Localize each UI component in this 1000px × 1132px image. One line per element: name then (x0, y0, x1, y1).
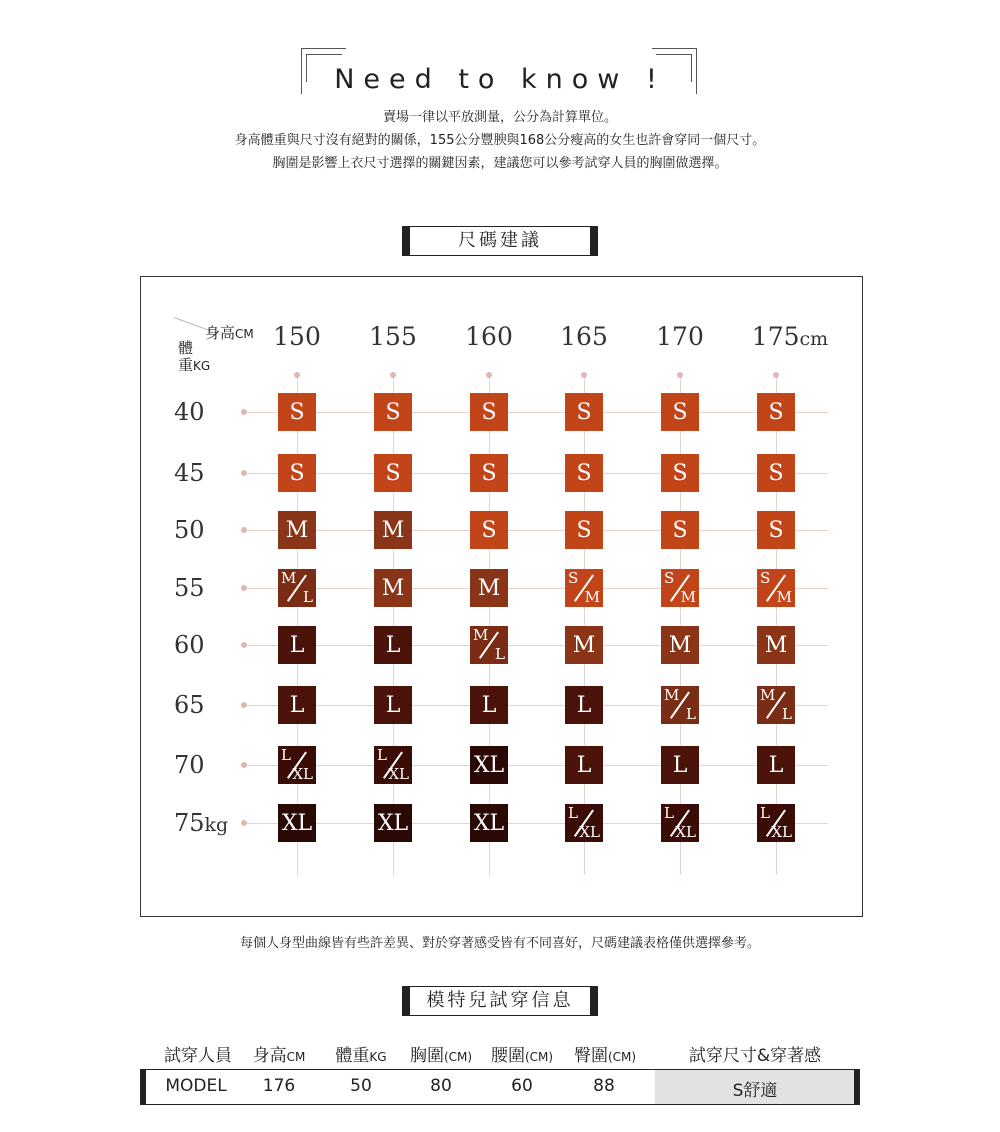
size-cell: L (661, 746, 699, 784)
model-header-cell: 胸圍(CM) (409, 1046, 473, 1066)
size-part-a: L (568, 804, 578, 822)
size-cell: M (470, 569, 508, 607)
weight-tick-label: 60 (174, 631, 205, 659)
weight-tick-label: 65 (174, 691, 205, 719)
size-cell: M (278, 511, 316, 549)
size-cell: XL (374, 804, 412, 842)
size-cell (278, 746, 316, 784)
note-line-1: 賣場一律以平放測量，公分為計算單位。 (382, 110, 617, 125)
height-label: 身高 (205, 324, 236, 342)
grid-dot (486, 372, 492, 378)
height-tick-label: 170 (656, 322, 704, 351)
size-part-a: M (281, 569, 297, 587)
model-value-cell: S舒適 (732, 1081, 778, 1101)
size-cell: S (374, 454, 412, 492)
size-cell: S (565, 454, 603, 492)
size-part-b: L (686, 705, 696, 723)
weight-tick-label: 55 (174, 574, 205, 602)
grid-hline (244, 823, 828, 824)
size-cell: L (565, 746, 603, 784)
size-cell: S (470, 511, 508, 549)
model-header-cell: 腰圍(CM) (490, 1046, 554, 1066)
size-cell: S (374, 393, 412, 431)
size-cell: S (470, 393, 508, 431)
model-value-cell: 176 (262, 1076, 296, 1096)
size-cell (374, 746, 412, 784)
height-tick-label: 155 (369, 322, 417, 351)
model-header-cell: 體重KG (335, 1046, 387, 1066)
size-cell: S (661, 393, 699, 431)
grid-vline (489, 375, 490, 875)
size-cell: S (757, 511, 795, 549)
weight-unit: KG (193, 359, 211, 373)
grid-dot (241, 470, 247, 476)
grid-dot (241, 642, 247, 648)
model-header-cell: 臀圍(CM) (573, 1046, 637, 1066)
grid-dot (581, 372, 587, 378)
size-cell: L (278, 686, 316, 724)
size-cell (470, 626, 508, 664)
grid-hline (244, 530, 828, 531)
grid-vline (297, 375, 298, 875)
size-part-b: XL (579, 823, 600, 841)
size-part-a: L (760, 804, 770, 822)
size-part-b: L (782, 705, 792, 723)
grid-hline (244, 705, 828, 706)
size-cell (757, 569, 795, 607)
size-part-b: M (680, 588, 696, 606)
size-part-b: L (495, 645, 505, 663)
size-part-b: XL (675, 823, 696, 841)
weight-tick-label: 40 (174, 398, 205, 426)
weight-axis-label (178, 340, 238, 375)
size-part-a: M (664, 686, 680, 704)
model-value-cell: 80 (430, 1076, 452, 1096)
size-part-a: S (760, 569, 771, 587)
grid-dot (241, 409, 247, 415)
grid-dot (241, 702, 247, 708)
size-cell (278, 569, 316, 607)
size-cell (661, 686, 699, 724)
grid-dot (677, 372, 683, 378)
height-tick-label: 165 (560, 322, 608, 351)
weight-tick-label: 70 (174, 751, 205, 779)
grid-dot (294, 372, 300, 378)
notes-block (0, 106, 1000, 175)
size-cell: S (757, 393, 795, 431)
weight-tick-label: 45 (174, 459, 205, 487)
size-part-a: L (377, 746, 387, 764)
size-cell: S (278, 393, 316, 431)
weight-tick-label: 50 (174, 516, 205, 544)
height-tick-label: 160 (465, 322, 513, 351)
grid-dot (241, 820, 247, 826)
size-part-a: M (760, 686, 776, 704)
grid-hline (244, 412, 828, 413)
grid-hline (244, 765, 828, 766)
size-part-b: M (584, 588, 600, 606)
size-cell: M (374, 511, 412, 549)
size-part-b: L (303, 588, 313, 606)
size-cell: L (757, 746, 795, 784)
size-cell: S (661, 511, 699, 549)
grid-vline (393, 375, 394, 875)
grid-hline (244, 588, 828, 589)
weight-label-2: 重 (178, 356, 194, 374)
model-value-cell: 88 (593, 1076, 615, 1096)
grid-dot (241, 585, 247, 591)
weight-label-1: 體 (178, 339, 194, 357)
size-cell: S (565, 393, 603, 431)
size-part-a: L (664, 804, 674, 822)
model-value-cell: 60 (511, 1076, 533, 1096)
size-cell: L (565, 686, 603, 724)
size-cell (757, 804, 795, 842)
grid-dot (241, 527, 247, 533)
model-value-cell: MODEL (165, 1076, 227, 1096)
grid-hline (244, 645, 828, 646)
height-tick-label: 175cm (751, 322, 829, 351)
grid-dot (773, 372, 779, 378)
model-header-cell: 試穿尺寸&穿著感 (688, 1046, 822, 1066)
size-part-a: L (281, 746, 291, 764)
height-unit: CM (235, 327, 254, 341)
size-cell (661, 569, 699, 607)
model-header-cell: 試穿人員 (164, 1046, 232, 1066)
size-cell (565, 569, 603, 607)
size-cell: M (374, 569, 412, 607)
grid-vline (776, 375, 777, 875)
model-info-section-title: 模特兒試穿信息 (402, 986, 598, 1016)
grid-vline (680, 375, 681, 875)
size-part-a: S (568, 569, 579, 587)
size-cell: L (374, 626, 412, 664)
size-cell: M (661, 626, 699, 664)
size-cell: S (661, 454, 699, 492)
size-cell: M (757, 626, 795, 664)
size-cell: XL (278, 804, 316, 842)
size-cell: M (565, 626, 603, 664)
size-part-b: M (776, 588, 792, 606)
size-cell: S (757, 454, 795, 492)
size-cell (661, 804, 699, 842)
size-cell: S (278, 454, 316, 492)
size-chart-section-title: 尺碼建議 (402, 226, 598, 256)
size-cell: L (278, 626, 316, 664)
note-line-3: 胸圍是影響上衣尺寸選擇的關鍵因素，建議您可以參考試穿人員的胸圍做選擇。 (272, 156, 728, 171)
model-value-cell: 50 (350, 1076, 372, 1096)
size-cell: L (374, 686, 412, 724)
need-to-know-title: Need to know ! (334, 64, 666, 95)
size-cell: XL (470, 746, 508, 784)
size-cell: L (470, 686, 508, 724)
model-header-cell: 身高CM (252, 1046, 306, 1066)
size-part-a: S (664, 569, 675, 587)
weight-tick-label: 75kg (174, 809, 229, 837)
grid-dot (390, 372, 396, 378)
size-cell: XL (470, 804, 508, 842)
size-cell: S (470, 454, 508, 492)
height-tick-label: 150 (273, 322, 321, 351)
size-cell (565, 804, 603, 842)
size-cell: S (565, 511, 603, 549)
grid-dot (241, 762, 247, 768)
size-part-b: XL (388, 765, 409, 783)
note-line-2: 身高體重與尺寸沒有絕對的關係，155公分豐腴與168公分瘦高的女生也許會穿同一個尺寸。 (234, 133, 766, 148)
size-part-b: XL (771, 823, 792, 841)
grid-hline (244, 473, 828, 474)
size-cell (757, 686, 795, 724)
grid-vline (584, 375, 585, 875)
size-chart-disclaimer: 每個人身型曲線皆有些許差異、對於穿著感受皆有不同喜好，尺碼建議表格僅供選擇參考。 (239, 936, 760, 951)
size-part-b: XL (292, 765, 313, 783)
size-part-a: M (473, 626, 489, 644)
